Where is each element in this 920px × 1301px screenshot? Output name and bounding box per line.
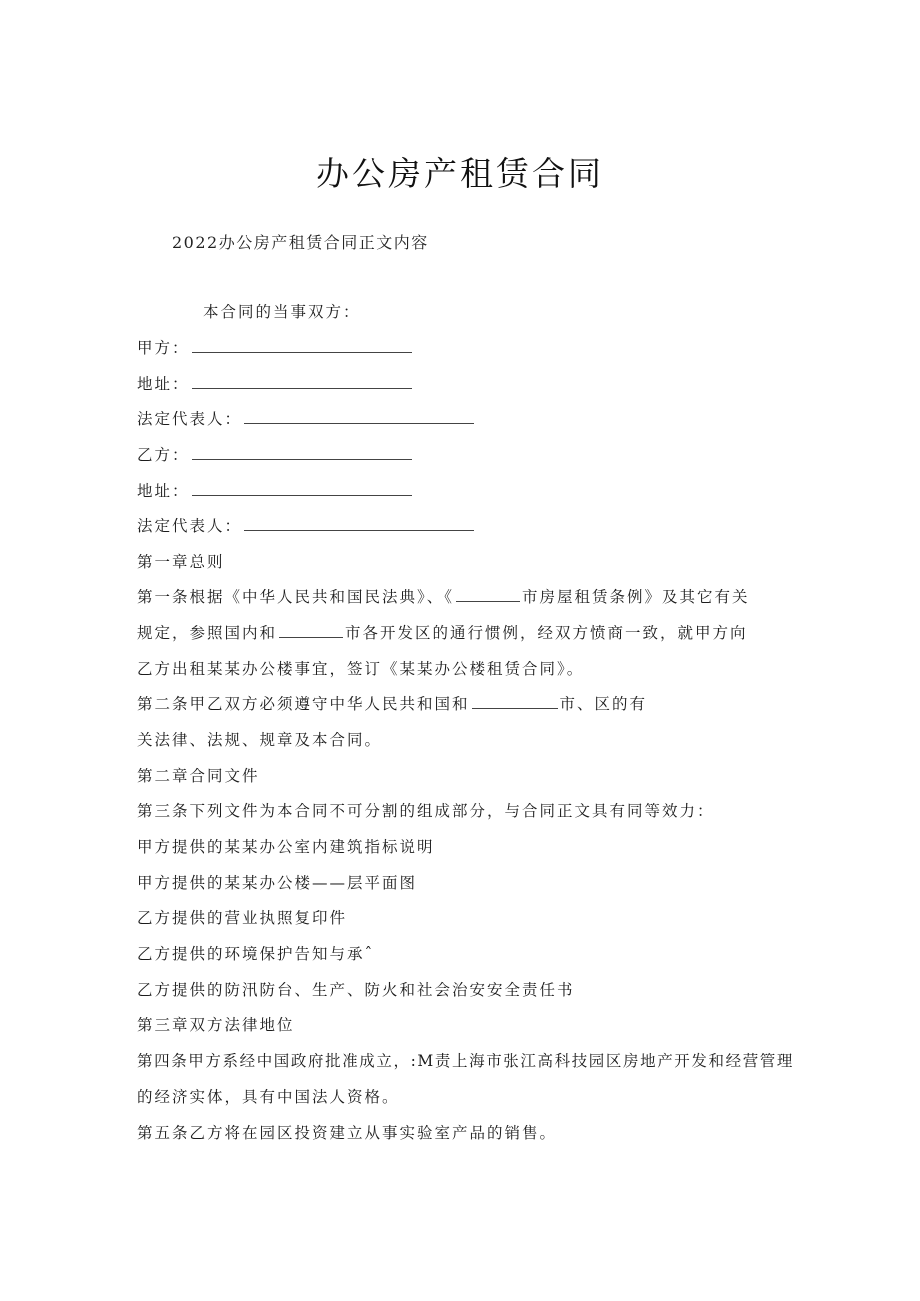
document-item-1: 甲方提供的某某办公室内建筑指标说明 bbox=[137, 838, 435, 856]
party-a-line bbox=[137, 337, 414, 359]
article-4-line-2: 的经济实体，具有中国法人资格。 bbox=[137, 1088, 400, 1106]
article-1-line-2-text-b: 市各开发区的通行惯例，经双方愤商一致，就甲方向 bbox=[345, 624, 748, 642]
party-b-address-line bbox=[137, 480, 414, 502]
article-1-line-3: 乙方出租某某办公楼事宜，签订《某某办公楼租赁合同》。 bbox=[137, 660, 585, 678]
party-a-legal-rep-label: 法定代表人： bbox=[137, 410, 243, 428]
party-a-address-line bbox=[137, 373, 414, 395]
article-1-line-2 bbox=[137, 622, 748, 644]
document-subtitle: 2022办公房产租赁合同正文内容 bbox=[172, 233, 429, 252]
document-item-5: 乙方提供的防汛防台、生产、防火和社会治安安全责任书 bbox=[137, 981, 575, 999]
document-item-4: 乙方提供的环境保护告知与承ˆ bbox=[137, 945, 375, 963]
article-2-text-a: 第二条甲乙双方必须遵守中华人民共和国和 bbox=[137, 695, 470, 713]
party-a-address-label: 地址： bbox=[137, 375, 190, 393]
article-1-text-b: 市房屋租赁条例》及其它有关 bbox=[522, 588, 750, 606]
party-b-legal-rep-line bbox=[137, 515, 476, 537]
party-b-address-blank bbox=[192, 481, 412, 496]
document-item-2: 甲方提供的某某办公楼——层平面图 bbox=[137, 874, 418, 892]
party-b-address-label: 地址： bbox=[137, 482, 190, 500]
article-1-city-blank bbox=[456, 587, 520, 602]
article-2-text-b: 市、区的有 bbox=[559, 695, 648, 713]
article-5: 第五条乙方将在园区投资建立从事实验室产品的销售。 bbox=[137, 1124, 558, 1142]
parties-intro: 本合同的当事双方： bbox=[203, 303, 361, 321]
party-a-blank bbox=[192, 338, 412, 353]
chapter-2-heading: 第二章合同文件 bbox=[137, 767, 260, 785]
article-2-city-blank bbox=[472, 694, 558, 709]
article-1-line-2-text-a: 规定，参照国内和 bbox=[137, 624, 278, 642]
party-a-address-blank bbox=[192, 374, 412, 389]
chapter-1-heading: 第一章总则 bbox=[137, 553, 225, 571]
party-b-legal-rep-label: 法定代表人： bbox=[137, 517, 243, 535]
document-title: 办公房产租赁合同 bbox=[316, 154, 604, 193]
article-2-line-2: 关法律、法规、规章及本合同。 bbox=[137, 731, 383, 749]
party-b-legal-rep-blank bbox=[244, 516, 474, 531]
party-b-line bbox=[137, 444, 414, 466]
party-b-label: 乙方： bbox=[137, 446, 190, 464]
article-1-line-1 bbox=[137, 586, 750, 608]
party-a-legal-rep-line bbox=[137, 408, 476, 430]
article-2-line-1 bbox=[137, 693, 647, 715]
article-1-line-2-blank bbox=[279, 623, 343, 638]
article-3: 第三条下列文件为本合同不可分割的组成部分，与合同正文具有同等效力： bbox=[137, 802, 715, 820]
article-1-text-a: 第一条根据《中华人民共和国民法典》、《 bbox=[137, 588, 455, 606]
party-a-legal-rep-blank bbox=[244, 409, 474, 424]
chapter-3-heading: 第三章双方法律地位 bbox=[137, 1016, 295, 1034]
article-4-line-1: 第四条甲方系经中国政府批准成立，:M责上海市张江高科技园区房地产开发和经营管理 bbox=[137, 1052, 794, 1070]
document-item-3: 乙方提供的营业执照复印件 bbox=[137, 909, 348, 927]
party-a-label: 甲方： bbox=[137, 339, 190, 357]
party-b-blank bbox=[192, 445, 412, 460]
